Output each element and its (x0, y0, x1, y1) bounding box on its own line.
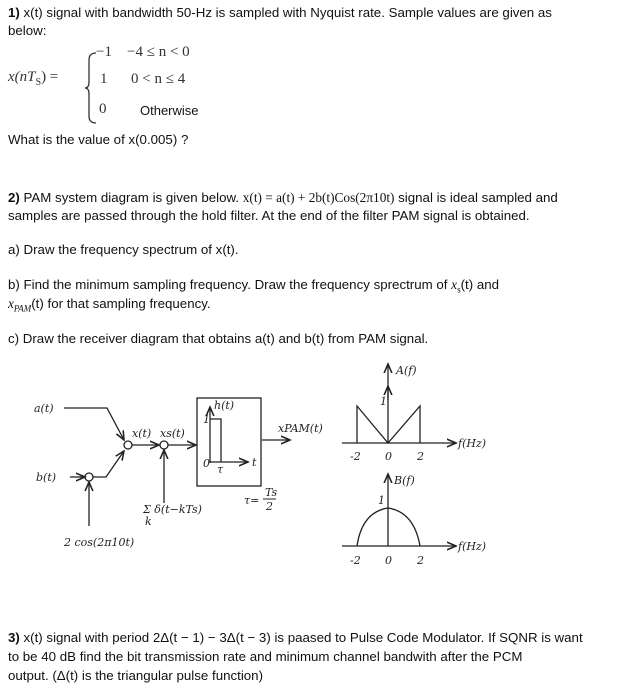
case-condition: −4 ≤ n < 0 (127, 44, 190, 60)
h-tau: τ (217, 463, 224, 476)
B-spectrum-title: B(f) (394, 474, 415, 487)
equation-lhs (8, 69, 58, 88)
adder-icon (124, 441, 132, 449)
q3-line1 (8, 629, 583, 647)
q1-question: What is the value of x(0.005) ? (8, 132, 189, 147)
q2-part-b-text: b) Find the minimum sampling frequency. Draw the frequency sprectrum of (8, 277, 452, 292)
case-condition: 0 < n ≤ 4 (131, 71, 186, 87)
A-tick: 0 (385, 450, 392, 463)
tau-den: 2 (266, 500, 273, 513)
A-spectrum-title: A(f) (396, 364, 417, 377)
q2-part-a: a) Draw the frequency spectrum of x(t). (8, 242, 239, 257)
B-axis-label: f(Hz) (458, 540, 487, 553)
q2-part-b-text: (t) and (460, 277, 500, 292)
x-label: x(t) (132, 427, 152, 440)
lhs-end: ) = (41, 69, 59, 85)
b-label: b(t) (36, 471, 57, 484)
B-tick: -2 (350, 554, 361, 567)
h-zero: 0 (203, 457, 210, 470)
A-tick: 2 (417, 450, 424, 463)
q2-text: signal is ideal sampled and (394, 190, 558, 205)
xpam-sub: PAM (13, 303, 32, 314)
q1-line1 (8, 4, 552, 22)
q2-part-b-line2 (8, 295, 211, 318)
h-label: h(t) (214, 399, 235, 412)
B-tick: 2 (417, 554, 424, 567)
case-value: 1 (100, 71, 108, 87)
impulse-train-index: k (145, 515, 152, 528)
q3-line2: to be 40 dB find the bit transmission rate and minimum channel bandwith after the PCM (8, 649, 523, 664)
q2-line2: samples are passed through the hold filter. At the end of the filter PAM signal is obtained. (8, 208, 530, 223)
pam-system-diagram (0, 360, 621, 590)
tau-num: Ts (265, 486, 278, 499)
B-peak-label: 1 (378, 494, 385, 507)
q3-line3: output. (Δ(t) is the triangular pulse function) (8, 668, 263, 683)
lhs-text: x(nT (8, 69, 36, 85)
A-tick: -2 (350, 450, 361, 463)
q2-line1 (8, 189, 558, 207)
case-condition: Otherwise (140, 103, 199, 118)
q2-text: PAM system diagram is given below. (19, 190, 243, 205)
lhs-sub: S (35, 77, 42, 88)
xpam-label: xPAM(t) (278, 422, 323, 435)
q2-formula: x(t) = a(t) + 2b(t)Cos(2π10t) (242, 190, 395, 205)
B-tick: 0 (385, 554, 392, 567)
h-t: t (252, 456, 257, 469)
q3-number: 3) (8, 630, 20, 645)
sampler-multiplier-icon (160, 441, 168, 449)
brace-icon (84, 52, 98, 124)
a-label: a(t) (34, 402, 54, 415)
q3-text: x(t) signal with period 2Δ(t − 1) − 3Δ(t − 3) is paased to Pulse Code Modulator. If SQNR is want (19, 630, 583, 645)
case-value: −1 (96, 44, 112, 60)
h-one: 1 (203, 413, 210, 426)
q1-number: 1) (8, 5, 20, 20)
q2-part-c: c) Draw the receiver diagram that obtains a(t) and b(t) from PAM signal. (8, 331, 429, 346)
A-axis-label: f(Hz) (458, 437, 487, 450)
xs-symbol: x (451, 277, 458, 292)
q2-part-b-text: (t) for that sampling frequency. (31, 296, 211, 311)
multiplier-icon (85, 473, 93, 481)
a-signal-line (64, 408, 124, 440)
impulse-train-label: Σ δ(t−kTs) (143, 503, 202, 516)
A-peak-label: 1 (380, 395, 387, 408)
case-value: 0 (99, 101, 107, 117)
q2-number: 2) (8, 190, 20, 205)
tau-label: τ= (244, 494, 260, 507)
xs-sub: s (457, 284, 461, 295)
carrier-label: 2 cos(2π10t) (64, 536, 135, 549)
xs-label: xs(t) (160, 427, 185, 440)
q1-line2: below: (8, 23, 47, 38)
q1-text: x(t) signal with bandwidth 50-Hz is sampled with Nyquist rate. Sample values are given as (19, 5, 552, 20)
xpam-symbol: x (8, 296, 14, 311)
